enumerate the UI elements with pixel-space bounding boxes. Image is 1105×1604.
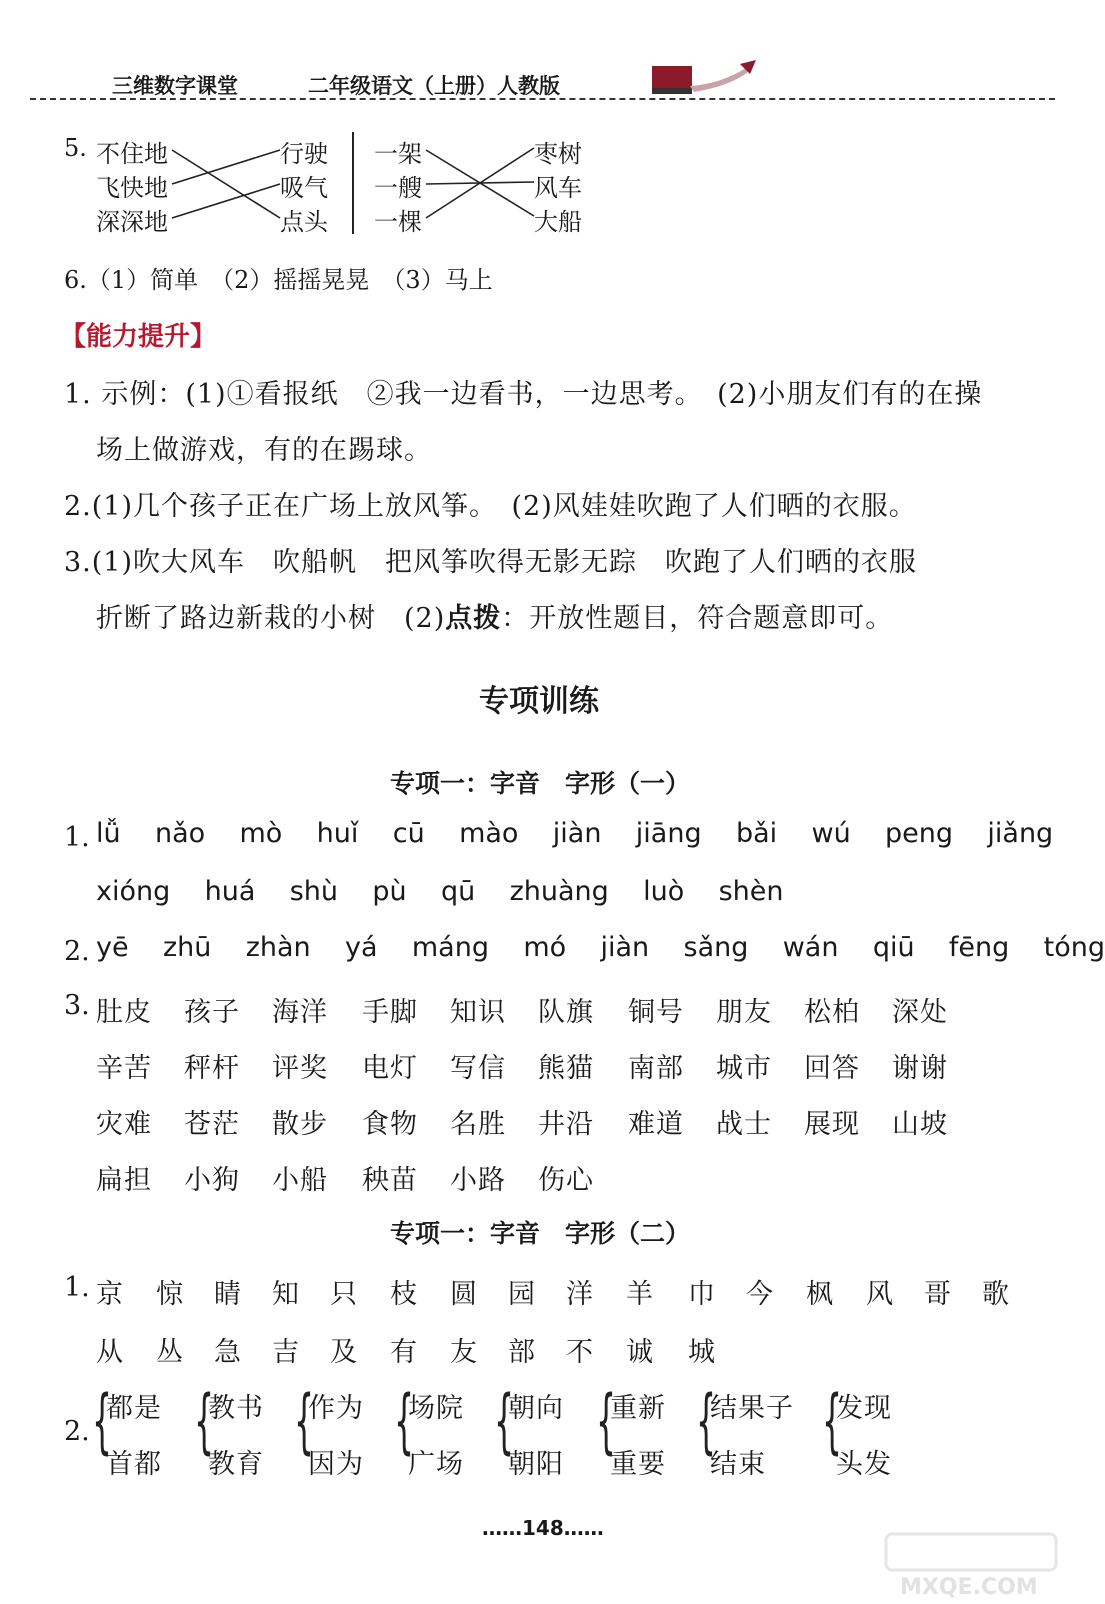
char-item: 洋 <box>566 1279 594 1310</box>
brace-icon: { <box>92 1380 113 1462</box>
char-item: 只 <box>330 1279 358 1310</box>
char-item: 城 <box>688 1337 716 1368</box>
word-item: 城市 <box>716 1053 772 1084</box>
pinyin: huǐ <box>316 818 359 849</box>
brace-word: 作为 <box>308 1393 364 1424</box>
brace-icon: { <box>822 1380 843 1462</box>
word-item: 山坡 <box>892 1109 948 1140</box>
page-dots: …… <box>563 1516 604 1540</box>
pinyin-row-3 <box>96 932 1105 963</box>
brace-word: 广场 <box>408 1449 464 1480</box>
char-item: 枫 <box>806 1279 834 1310</box>
match-line <box>172 150 280 218</box>
char-item: 知 <box>272 1279 300 1310</box>
char-item: 羊 <box>626 1279 654 1310</box>
q5-right-right-3: 大船 <box>534 208 582 236</box>
brace-word: 头发 <box>836 1449 892 1480</box>
p3-number: 3. <box>64 990 90 1021</box>
pinyin: jiàn <box>552 818 602 849</box>
word-item: 手脚 <box>362 997 418 1028</box>
word-item: 战士 <box>716 1109 772 1140</box>
pinyin: wán <box>782 932 839 963</box>
char-item: 及 <box>330 1337 358 1368</box>
word-item: 铜号 <box>628 997 684 1028</box>
pinyin: mò <box>239 818 283 849</box>
pinyin: mào <box>459 818 519 849</box>
word-item: 熊猫 <box>538 1053 594 1084</box>
char-item: 诚 <box>626 1337 654 1368</box>
char-item: 吉 <box>272 1337 300 1368</box>
char-item: 友 <box>450 1337 478 1368</box>
char-item: 今 <box>746 1279 774 1310</box>
ability-1b: 场上做游戏，有的在踢球。 <box>96 435 432 466</box>
pinyin: jiāng <box>635 818 702 849</box>
match-line <box>172 184 280 218</box>
hint-label: 点拨 <box>445 603 502 634</box>
pinyin: luò <box>643 876 685 907</box>
word-item: 小船 <box>272 1165 328 1196</box>
char-item: 圆 <box>450 1279 478 1310</box>
brace-word: 首都 <box>106 1449 162 1480</box>
char-item: 园 <box>508 1279 536 1310</box>
word-item: 肚皮 <box>96 997 152 1028</box>
brace-word: 教书 <box>208 1393 264 1424</box>
special-training-title: 专项训练 <box>479 684 599 719</box>
word-item: 苍茫 <box>184 1109 240 1140</box>
pinyin: fēng <box>948 932 1010 963</box>
word-item: 谢谢 <box>892 1053 948 1084</box>
ability-3b-hint: ：开放性题目，符合题意即可。 <box>501 603 894 634</box>
char-item: 丛 <box>156 1337 184 1368</box>
pinyin: zhū <box>162 932 212 963</box>
pinyin-row-2 <box>96 876 784 907</box>
page-dots: …… <box>482 1516 522 1540</box>
pinyin: zhàn <box>245 932 311 963</box>
pinyin: cū <box>392 818 425 849</box>
char-item: 枝 <box>390 1279 418 1310</box>
brace-word: 教育 <box>208 1449 264 1480</box>
pinyin: jiǎng <box>987 818 1054 849</box>
q21-number: 1. <box>64 1272 90 1303</box>
ability-3a: 3.(1)吹大风车 吹船帆 把风筝吹得无影无踪 吹跑了人们晒的衣服 <box>64 547 918 578</box>
word-item: 辛苦 <box>96 1053 152 1084</box>
word-item: 南部 <box>628 1053 684 1084</box>
pinyin: xióng <box>96 876 171 907</box>
brace-icon: { <box>394 1380 415 1462</box>
word-item: 队旗 <box>538 997 594 1028</box>
pinyin: yá <box>344 932 378 963</box>
brace-icon: { <box>494 1380 515 1462</box>
q5-right-right-2: 风车 <box>534 174 582 202</box>
pinyin: wú <box>811 818 851 849</box>
word-item: 难道 <box>628 1109 684 1140</box>
brace-icon: { <box>194 1380 215 1462</box>
special-1b-subtitle: 专项一：字音 字形（二） <box>390 1219 691 1248</box>
word-item: 名胜 <box>450 1109 506 1140</box>
char-item: 哥 <box>924 1279 952 1310</box>
pinyin: mó <box>523 932 567 963</box>
brace-word: 重新 <box>610 1393 666 1424</box>
brace-word: 发现 <box>836 1393 892 1424</box>
char-item: 急 <box>214 1337 242 1368</box>
word-item: 秤杆 <box>184 1053 240 1084</box>
pinyin: shù <box>289 876 339 907</box>
q6-answer: 6.（1）简单 （2）摇摇晃晃 （3）马上 <box>64 266 493 294</box>
q5-number: 5. <box>64 134 87 162</box>
q5-mid-3: 点头 <box>280 208 328 236</box>
pinyin: huá <box>204 876 256 907</box>
word-item: 展现 <box>804 1109 860 1140</box>
word-item: 回答 <box>804 1053 860 1084</box>
header-book: 二年级语文（上册）人教版 <box>308 74 560 98</box>
header-series: 三维数字课堂 <box>112 74 238 98</box>
word-item: 孩子 <box>184 997 240 1028</box>
q5-matching-lines <box>0 0 1081 260</box>
pinyin: bǎi <box>735 818 778 849</box>
q5-mid-1: 行驶 <box>280 140 328 168</box>
q5-mid-2: 吸气 <box>280 174 328 202</box>
brace-word: 朝阳 <box>508 1449 564 1480</box>
char-item: 部 <box>508 1337 536 1368</box>
watermark-logo-icon <box>880 1530 1070 1600</box>
pinyin: qū <box>440 876 476 907</box>
p1-number: 1. <box>64 822 90 853</box>
p2-number: 2. <box>64 936 90 967</box>
char-item: 风 <box>866 1279 894 1310</box>
q5-right-left-2: 一艘 <box>374 174 422 202</box>
q5-left-1: 不住地 <box>96 140 168 168</box>
char-item: 惊 <box>156 1279 184 1310</box>
brace-icon: { <box>596 1380 617 1462</box>
word-item: 电灯 <box>362 1053 418 1084</box>
word-item: 深处 <box>892 997 948 1028</box>
ability-3b <box>96 596 893 635</box>
pinyin-row-1 <box>96 818 1053 849</box>
q5-right-left-1: 一架 <box>374 140 422 168</box>
brace-word: 结束 <box>710 1449 766 1480</box>
brace-word: 朝向 <box>508 1393 564 1424</box>
brace-word: 场院 <box>408 1393 464 1424</box>
pinyin: zhuàng <box>509 876 609 907</box>
q5-right-right-1: 枣树 <box>534 140 582 168</box>
pinyin: peng <box>885 818 954 849</box>
page-number-row <box>482 1516 604 1540</box>
word-item: 写信 <box>450 1053 506 1084</box>
word-item: 秧苗 <box>362 1165 418 1196</box>
word-item: 扁担 <box>96 1165 152 1196</box>
char-item: 有 <box>390 1337 418 1368</box>
char-item: 睛 <box>214 1279 242 1310</box>
ability-3b-text: 折断了路边新栽的小树 (2) <box>96 603 446 634</box>
char-item: 从 <box>96 1337 124 1368</box>
char-item: 巾 <box>688 1279 716 1310</box>
brace-word: 重要 <box>610 1449 666 1480</box>
q22-number: 2. <box>64 1416 90 1447</box>
char-item: 歌 <box>982 1279 1010 1310</box>
pinyin: tóng <box>1043 932 1105 963</box>
special-1-subtitle: 专项一：字音 字形（一） <box>390 769 691 798</box>
pinyin: sǎng <box>683 932 749 963</box>
word-item: 小路 <box>450 1165 506 1196</box>
word-item: 松柏 <box>804 997 860 1028</box>
q5-left-3: 深深地 <box>96 208 168 236</box>
watermark-text: MXQE.COM <box>900 1575 1038 1600</box>
pinyin: nǎo <box>154 818 206 849</box>
watermark <box>880 1530 1070 1600</box>
word-item: 散步 <box>272 1109 328 1140</box>
char-item: 京 <box>96 1279 124 1310</box>
word-item: 伤心 <box>538 1165 594 1196</box>
pinyin: pù <box>372 876 407 907</box>
pinyin: qiū <box>872 932 915 963</box>
brace-word: 都是 <box>106 1393 162 1424</box>
pinyin: lǚ <box>96 818 121 849</box>
word-item: 知识 <box>450 997 506 1028</box>
word-item: 小狗 <box>184 1165 240 1196</box>
brace-icon: { <box>294 1380 315 1462</box>
word-item: 食物 <box>362 1109 418 1140</box>
word-item: 朋友 <box>716 997 772 1028</box>
page-number: 148 <box>522 1516 564 1540</box>
q5-left-2: 飞快地 <box>96 174 168 202</box>
ability-1a: 1. 示例：(1)①看报纸 ②我一边看书，一边思考。 (2)小朋友们有的在操 <box>64 379 983 410</box>
match-line <box>172 150 280 184</box>
ability-2: 2.(1)几个孩子正在广场上放风筝。 (2)风娃娃吹跑了人们晒的衣服。 <box>64 491 917 522</box>
brace-word: 因为 <box>308 1449 364 1480</box>
char-item: 不 <box>566 1337 594 1368</box>
pinyin: yē <box>96 932 129 963</box>
q5-right-left-3: 一棵 <box>374 208 422 236</box>
word-item: 灾难 <box>96 1109 152 1140</box>
pinyin: máng <box>411 932 489 963</box>
pinyin: jiàn <box>600 932 650 963</box>
brace-icon: { <box>696 1380 717 1462</box>
word-item: 海洋 <box>272 997 328 1028</box>
word-item: 井沿 <box>538 1109 594 1140</box>
word-item: 评奖 <box>272 1053 328 1084</box>
pinyin: shèn <box>718 876 784 907</box>
brace-word: 结果子 <box>710 1393 794 1424</box>
section-ability-heading: 【能力提升】 <box>60 322 217 352</box>
